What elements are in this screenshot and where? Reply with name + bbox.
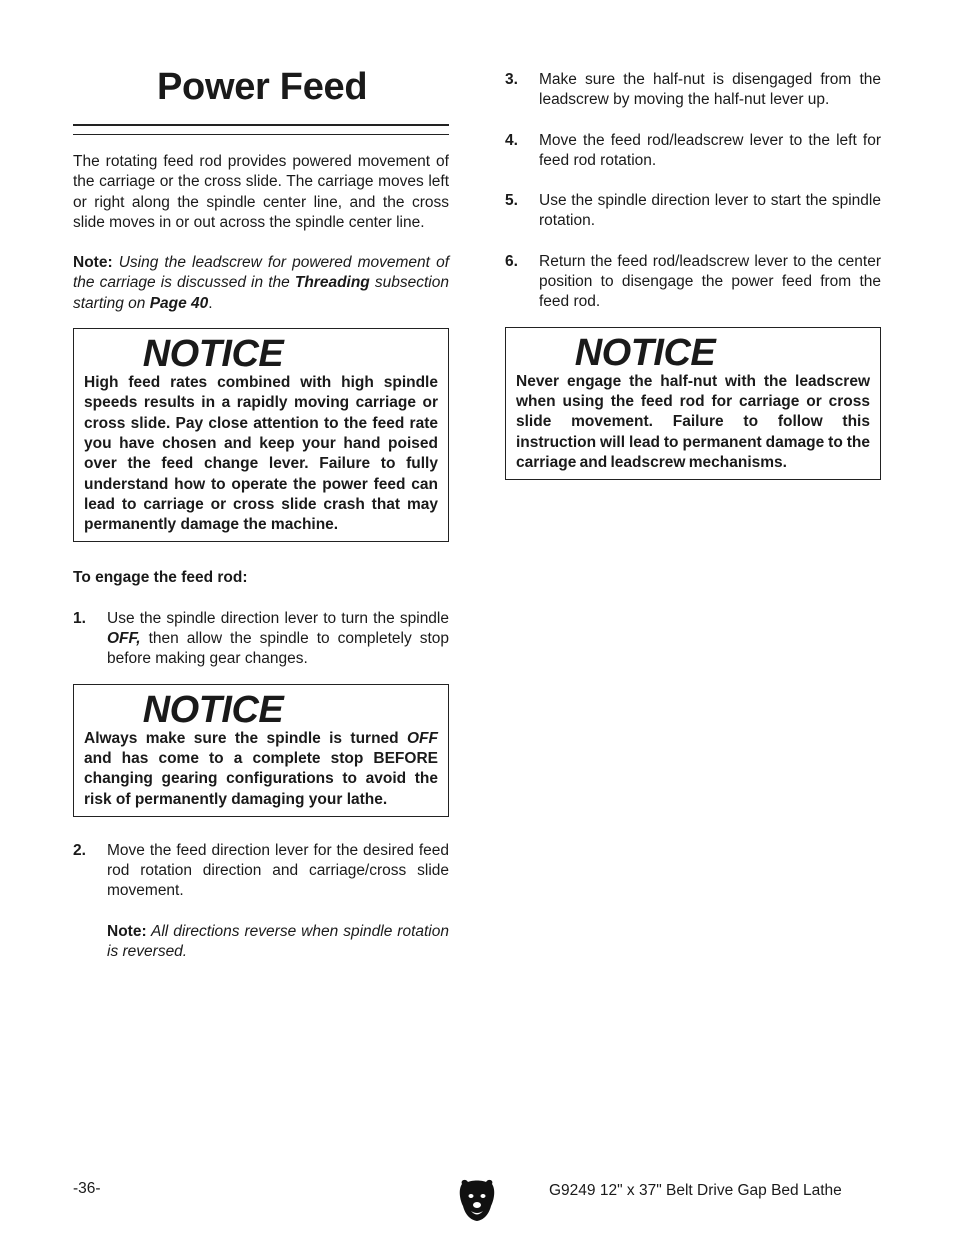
- notice-box-half-nut: [505, 327, 881, 480]
- notice-box-spindle-off: [73, 684, 449, 817]
- page-title: Power Feed: [157, 66, 368, 108]
- title-rule: [73, 124, 449, 135]
- page-ref: Page 40: [149, 294, 209, 312]
- step-6: 6. Return the feed rod/leadscrew lever to the center position to disengage the power feed from the feed rod.: [505, 252, 881, 311]
- note-paragraph: Note: Using the leadscrew for powered movement of the carriage is discussed in the Threading subsection starting on Page 40.: [73, 254, 449, 312]
- right-column: [505, 60, 881, 480]
- threading-ref: Threading: [294, 274, 370, 292]
- step-number: 2.: [73, 841, 86, 859]
- page-number: -36-: [73, 1180, 101, 1197]
- note-text: Using the leadscrew for powered movement of the carriage is discussed in the Threading subsection starting on Page 40: [73, 254, 449, 312]
- engage-heading: To engage the feed rod:: [73, 569, 248, 587]
- step-note: Note: All directions reverse when spindle rotation is reversed.: [107, 922, 449, 961]
- intro-paragraph: The rotating feed rod provides powered movement of the carriage or the cross slide. The carriage moves left or right along the spindle center line, and the cross slide moves in or out across the spindle center line.: [73, 153, 449, 231]
- step-5: 5. Use the spindle direction lever to start the spindle rotation.: [505, 192, 881, 230]
- left-column: [73, 60, 449, 962]
- step-1: [73, 609, 449, 670]
- step-3: 3. Make sure the half-nut is disengaged from the leadscrew by moving the half-nut lever up.: [505, 71, 881, 109]
- step-2: [73, 841, 449, 962]
- notice-title: NOTICE: [142, 688, 284, 731]
- step-text: Use the spindle direction lever to turn the spindle OFF, then allow the spindle to completely stop before making gear changes.: [107, 609, 449, 668]
- step-4: 4. Move the feed rod/leadscrew lever to the left for feed rod rotation.: [505, 131, 881, 169]
- step-text: Move the feed direction lever for the desired feed rod rotation direction and carriage/cross slide movement. Note: All directions reverse when spindle rotation is reversed.: [107, 841, 449, 962]
- notice-body: High feed rates combined with high spindle speeds results in a rapidly moving carriage or cross slide. Pay close attention to the feed rate you have chosen and keep your hand poised over the feed change lever. Failure to fully understand how to operate the power feed can lead to carriage or cross slide crash that may permanently damage the machine.: [84, 374, 438, 534]
- footer-model: G9249 12" x 37" Belt Drive Gap Bed Lathe: [549, 1182, 842, 1199]
- step-number: 1.: [73, 609, 86, 627]
- notice-body: Never engage the half-nut with the leadscrew when using the feed rod for carriage or cross slide movement. Failure to follow this instruction will lead to permanent damage to the carriage and leadscrew mechanisms.: [516, 372, 870, 471]
- notice-body: Always make sure the spindle is turned OFF and has come to a complete stop BEFORE changing gearing configurations to avoid the risk of permanently damaging your lathe.: [84, 729, 438, 808]
- notice-title: NOTICE: [574, 331, 716, 374]
- notice-box-feed-rates: [73, 328, 449, 542]
- notice-title: NOTICE: [142, 333, 284, 376]
- bear-head-icon: [458, 1178, 496, 1222]
- note-label: Note:: [73, 254, 113, 272]
